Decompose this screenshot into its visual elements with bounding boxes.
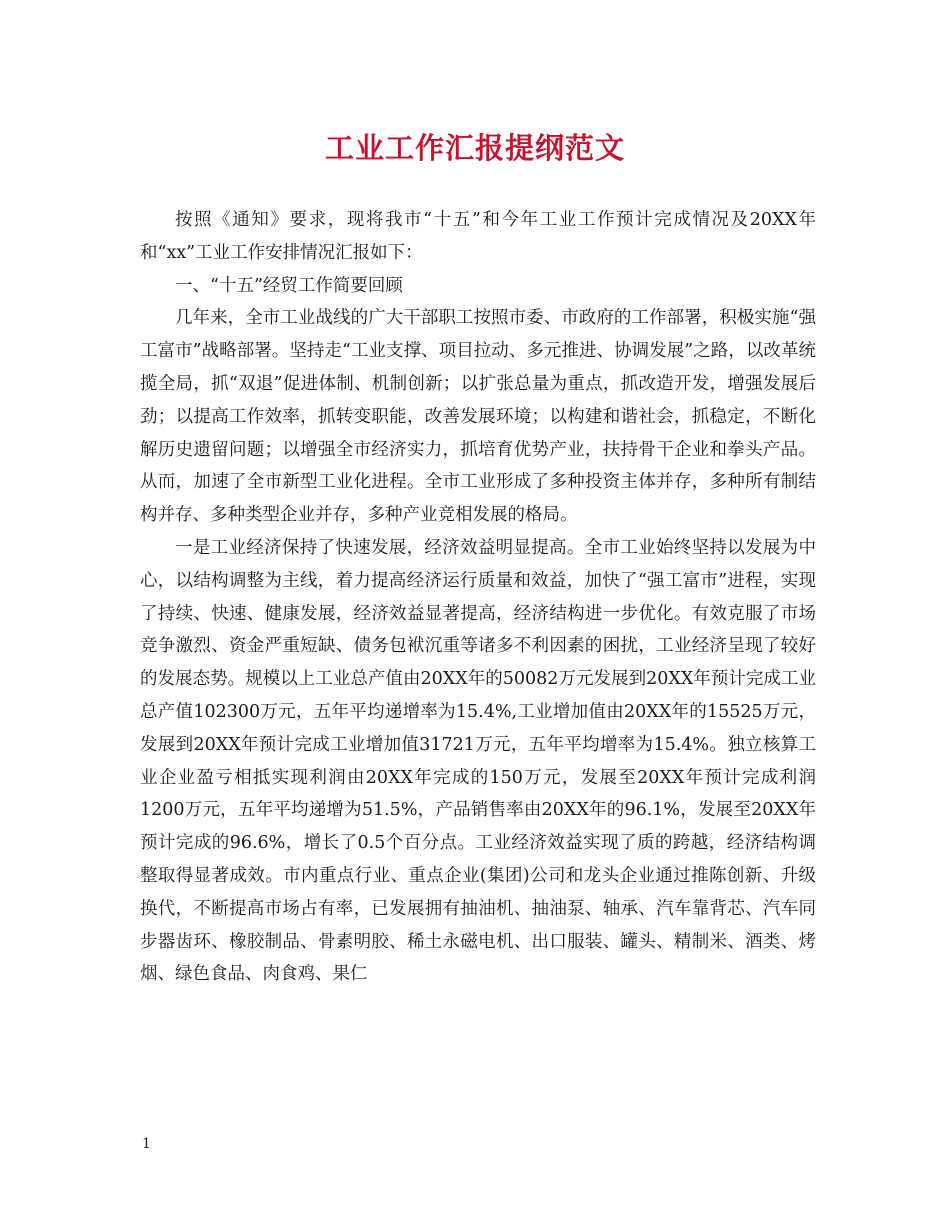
page-number: 1 [142, 1136, 151, 1152]
paragraph-intro: 按照《通知》要求，现将我市“十五”和今年工业工作预计完成情况及20XX年和“xx”工业工作安排情况汇报如下： [140, 210, 816, 263]
section-heading: 一、“十五”经贸工作简要回顾 [175, 275, 403, 296]
document-title: 工业工作汇报提纲范文 [324, 131, 625, 165]
paragraph-overview: 几年来，全市工业战线的广大干部职工按照市委、市政府的工作部署，积极实施“强工富市”战略部署。坚持走“工业支撑、项目拉动、多元推进、协调发展”之路，以改革统揽全局，抓“双退”促进体制、机制创新；以扩张总量为重点，抓改造开发，增强发展后劲；以提高工作效率，抓转变职能，改善发展环境；以构建和谐社会，抓稳定，不断化解历史遗留问题；以增强全市经济实力，抓培育优势产业，扶持骨干企业和拳头产品。从而，加速了全市新型工业化进程。全市工业形成了多种投资主体并存，多种所有制结构并存、多种类型企业并存，多种产业竞相发展的格局。 [140, 308, 816, 526]
paragraph-economy: 一是工业经济保持了快速发展，经济效益明显提高。全市工业始终坚持以发展为中心，以结构调整为主线，着力提高经济运行质量和效益，加快了“强工富市”进程，实现了持续、快速、健康发展，经济效益显著提高，经济结构进一步优化。有效克服了市场竞争激烈、资金严重短缺、债务包袱沉重等诸多不利因素的困扰，工业经济呈现了较好的发展态势。规模以上工业总产值由20XX年的50082万元发展到20XX年预计完成工业总产值102300万元，五年平均递增率为15.4%,工业增加值由20XX年的15525万元，发展到20XX年预计完成工业增加值31721万元，五年平均增率为15.4%。独立核算工业企业盈亏相抵实现利润由20XX年完成的150万元，发展至20XX年预计完成利润1200万元，五年平均递增为51.5%，产品销售率由20XX年的96.1%，发展至20XX年预计完成的96.6%，增长了0.5个百分点。工业经济效益实现了质的跨越，经济结构调整取得显著成效。市内重点行业、重点企业(集团)公司和龙头企业通过推陈创新、升级换代，不断提高市场占有率，已发展拥有抽油机、抽油泵、轴承、汽车靠背芯、汽车同步器齿环、橡胶制品、骨素明胶、稀土永磁电机、出口服装、罐头、精制米、酒类、烤烟、绿色食品、肉食鸡、果仁 [140, 537, 816, 985]
document-body [140, 204, 816, 991]
